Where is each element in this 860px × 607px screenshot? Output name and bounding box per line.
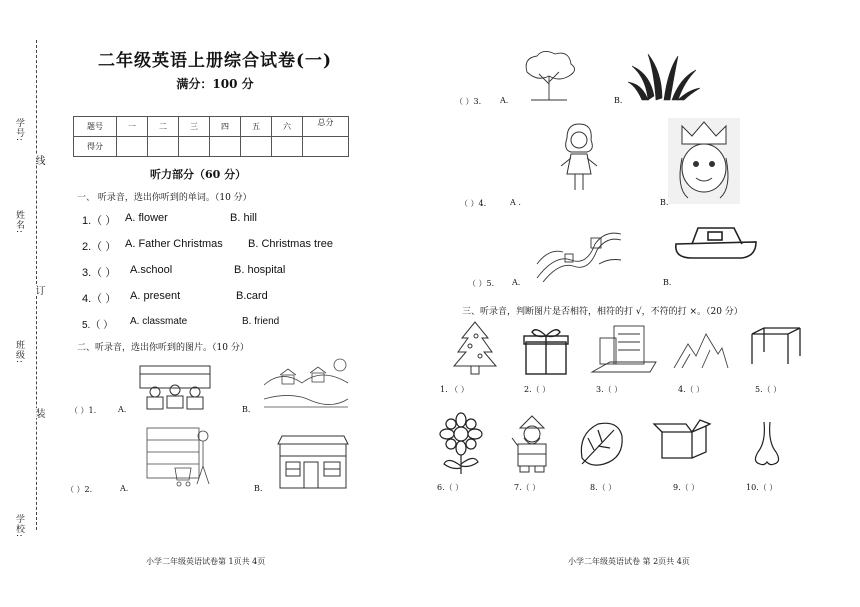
father-christmas-picture [510,414,554,474]
full-score: 满分：100 分 [176,77,254,91]
gift-box-picture [522,326,570,376]
item-4-num: （ ）4. [460,199,487,208]
princess-queen-picture [668,118,740,204]
page-title: 二年级英语上册综合试卷(一) [97,51,333,71]
item-3-option-b: B. [614,96,623,105]
footer-right-page-number: 小学二年级英语试卷 第 2页共 4页 [568,557,690,566]
hospital-building-picture [590,322,658,374]
christmas-tree-picture [452,318,498,376]
score-cell[interactable] [148,137,179,157]
part1-item-4-option-b: B.card [236,290,268,302]
listening-heading: 听力部分（60 分） [150,168,247,181]
part3-label-5: 5.（ ） [755,385,782,394]
part3-label-6: 6.（ ） [437,483,464,492]
part3-label-4: 4.（ ） [678,385,705,394]
score-cell: 得分 [74,137,117,157]
footer-left-page-number: 小学二年级英语试卷第 1页共 4页 [146,557,266,566]
score-table-header-row [74,117,349,137]
part3-label-8: 8.（ ） [590,483,617,492]
part3-label-9: 9.（ ） [673,483,700,492]
shop-building-picture [276,434,350,490]
part3-instruction: 三、听录音，判断图片是否相符，相符的打 √，不符的打 ×。（20 分） [462,307,743,317]
mountains-picture [672,328,730,372]
part1-item-2-num: 2.（ ） [82,241,117,253]
part1-item-4-num: 4.（ ） [82,293,117,305]
part3-label-7: 7.（ ） [514,483,541,492]
village-landscape-picture [262,355,350,413]
part1-item-5-num: 5.（ ） [82,320,114,331]
item-3-option-a: A. [500,96,509,105]
item-5-option-b: B. [663,278,672,287]
great-wall-picture [535,224,623,282]
score-cell: 六 [272,117,303,137]
part2-item-2-option-a: A. [120,484,129,493]
grass-picture [628,52,700,102]
part1-item-3-option-b: B. hospital [234,264,286,276]
margin-mark-bind: 订 [33,285,44,295]
part2-item-2-option-b: B. [254,484,263,493]
open-box-picture [652,418,712,462]
part1-item-1-option-b: B. hill [230,212,257,224]
score-cell: 一 [117,117,148,137]
score-cell[interactable] [241,137,272,157]
part3-label-3: 3.（ ） [596,385,623,394]
margin-mark-fold: 装 [33,408,44,418]
leaf-picture [576,418,626,470]
part2-item-2-num: （ ）2. [66,485,93,494]
score-cell[interactable] [272,137,303,157]
part1-item-3-num: 3.（ ） [82,267,117,279]
part1-item-5-option-b: B. friend [242,316,280,327]
part2-instruction: 二、听录音，选出你听到的图片。（10 分） [77,343,249,353]
item-3-num: （ ）3. [455,97,482,106]
name-label: 姓名: [14,210,24,235]
part1-instruction: 一、 听录音，选出你听到的单词。（10 分） [77,193,252,203]
girl-picture [555,122,603,194]
item-5-option-a: A. [512,278,521,287]
score-cell: 二 [148,117,179,137]
score-table-score-row [74,137,349,157]
tree-picture [515,48,583,106]
part1-item-5-option-a: A. classmate [130,316,188,327]
part1-item-2-option-a: A. Father Christmas [125,238,223,250]
part1-item-3-option-a: A.school [130,264,173,276]
part1-item-1-num: 1.（ ） [82,215,117,227]
item-5-num: （ ）5. [468,279,495,288]
score-cell: 题号 [74,117,117,137]
desk-table-picture [748,324,802,368]
item-4-option-a: A . [510,198,521,207]
flower-picture [436,412,486,476]
part2-item-1-option-a: A. [118,405,127,414]
boat-picture [672,222,758,262]
part1-item-2-option-b: B. Christmas tree [248,238,333,250]
student-number-label: 学号: [14,118,24,143]
class-label: 班级: [14,340,24,365]
part3-label-1: 1. （ ） [440,385,469,394]
score-table [73,116,349,157]
score-cell[interactable] [210,137,241,157]
item-4-option-b: B. [660,198,669,207]
classroom-picture [135,362,215,412]
part2-item-1-option-b: B. [242,405,251,414]
supermarket-shopping-picture [145,418,213,490]
part1-item-4-option-a: A. present [130,290,181,302]
part3-label-10: 10.（ ） [746,483,778,492]
part1-item-1-option-a: A. flower [125,212,168,224]
score-cell: 总分 [303,117,349,137]
score-cell: 四 [210,117,241,137]
score-cell[interactable] [303,137,349,157]
part2-item-1-num: （ ）1. [70,406,97,415]
score-cell[interactable] [117,137,148,157]
margin-mark-line: 线 [33,155,44,165]
score-cell: 三 [179,117,210,137]
nose-picture [750,420,784,470]
score-cell[interactable] [179,137,210,157]
score-cell: 五 [241,117,272,137]
school-label: 学校: [14,514,24,539]
part3-label-2: 2.（ ） [524,385,551,394]
